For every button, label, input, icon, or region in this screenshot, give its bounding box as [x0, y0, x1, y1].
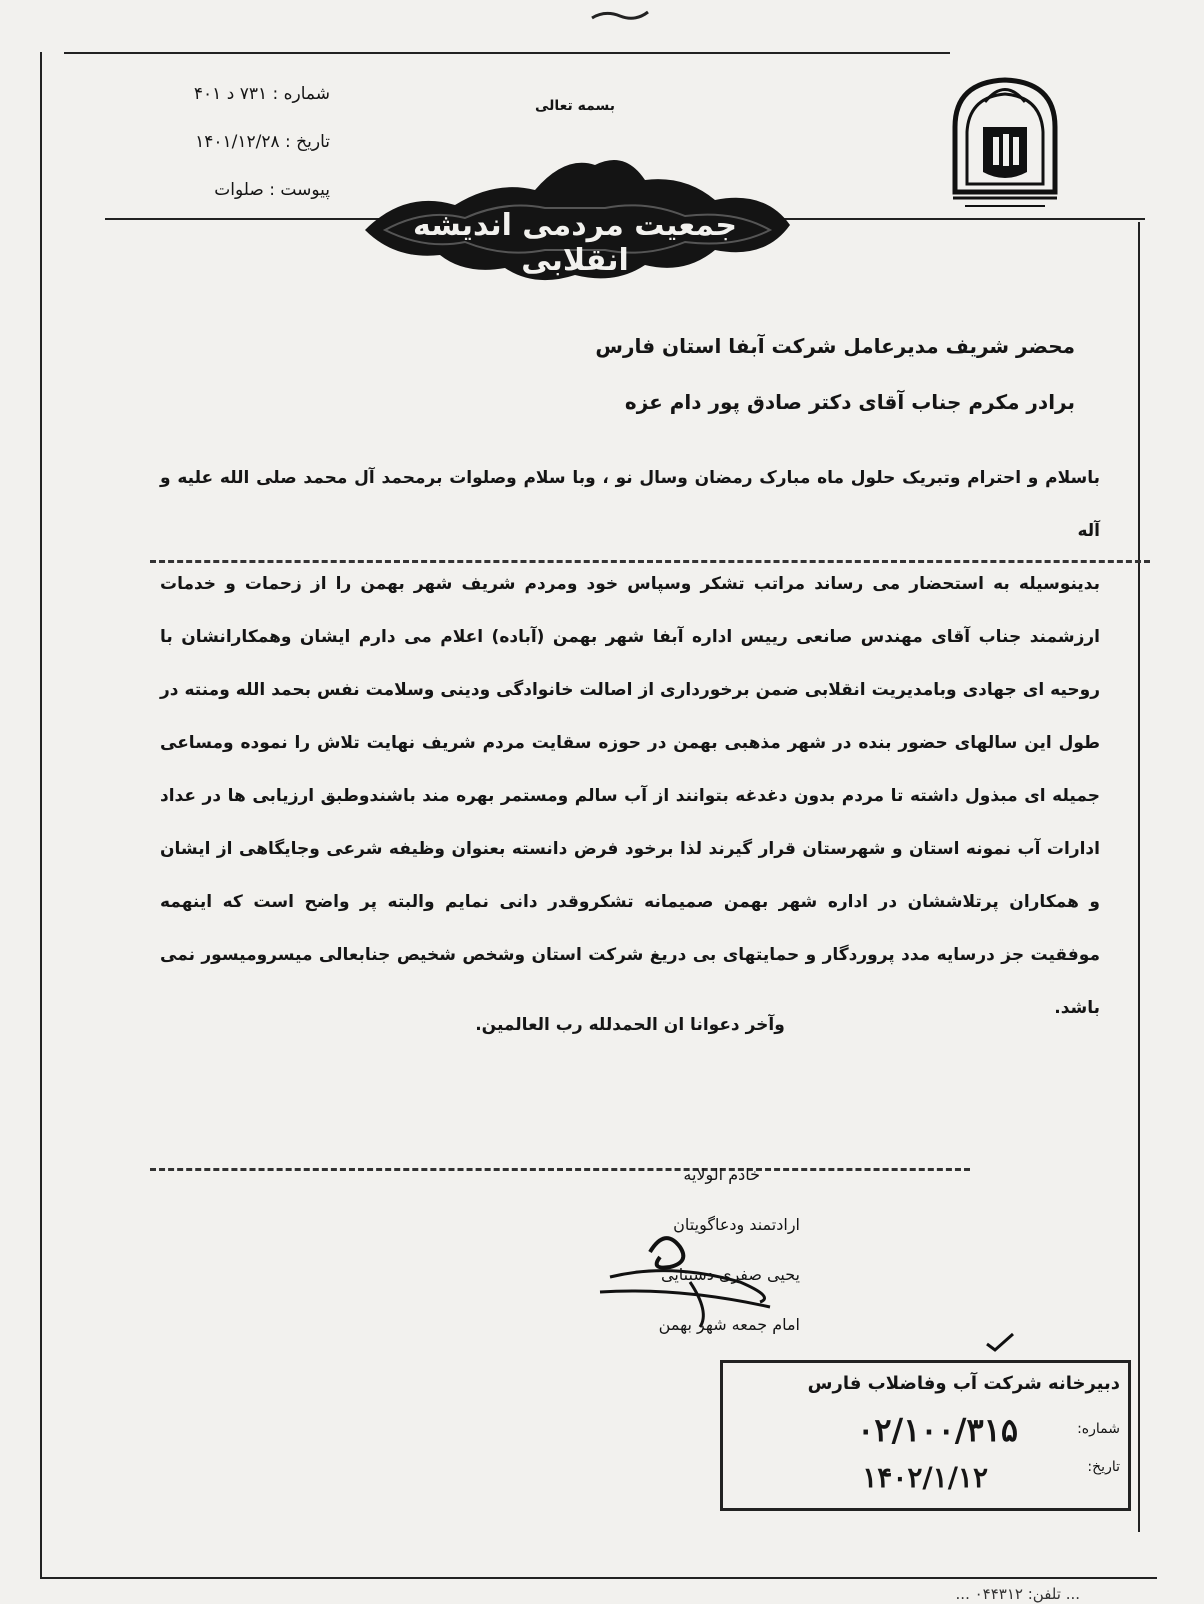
letter-number: شماره : ۷۳۱ د ۴۰۱ [193, 84, 330, 104]
main-paragraph: بدینوسیله به استحضار می رساند مراتب تشکر وسپاس خود ومردم شریف شهر بهمن را از زحمات و خدمات ارزشمند جناب آقای مهندس صانعی رییس اداره آبفا شهر بهمن (آباده) اعلام می دارم ایشان وهمکارانشان با روحیه ای جهادی وبامدیریت انقلابی ضمن برخورداری از اصالت خانوادگی ودینی وسلامت نفس بحمد الله ومنته در طول این سالهای حضور بنده در شهر مذهبی بهمن در حوزه سقایت مردم شریف نهایت تلاش را نموده ومساعی جمیله ای مبذول داشته تا مردم بدون دغدغه بتوانند از آب سالم ومستمر بهره مند باشندوطبق ارزیابی ها در عداد ادارات آب نمونه استان و شهرستان قرار گیرند لذا برخود فرض دانسته بعنوان وظیفه شرعی وجایگاهی از ایشان و همکاران پرتلاششان در اداره شهر بهمن صمیمانه تشکروقدر دانی نمایم والبته پر واضح است که اینهمه موفقیت جز درسایه مدد پروردگار و حمایتهای بی دریغ شرکت استان وشخص شخیص جنابعالی میسرومیسور نمی باشد. [160, 574, 1100, 1018]
check-mark-icon [985, 1330, 1015, 1354]
header-meta [150, 70, 330, 214]
handwritten-signature [590, 1222, 780, 1332]
signature-title: امام جمعه شهر بهمن [658, 1315, 800, 1334]
bismillah: بسمه تعالی [534, 98, 616, 114]
addressee-line-1: محضر شریف مدیرعامل شرکت آبفا استان فارس [595, 334, 1075, 358]
signature-regards: ارادتمند ودعاگویتان [673, 1215, 800, 1234]
stamp-date-value: ۱۴۰۲/۱/۱۲ [862, 1461, 988, 1494]
top-scrawl [590, 8, 650, 22]
footer-contact: ... تلفن: ۰۴۴۳۱۲ ... [955, 1585, 1080, 1603]
scan-dash-line-1 [150, 560, 1150, 563]
closing-line: وآخر دعوانا ان الحمدلله رب العالمین. [475, 1015, 785, 1035]
letter-attachment: پیوست : صلوات [214, 180, 330, 200]
signature-role: خادم الولایه [683, 1165, 760, 1184]
right-border [1138, 222, 1140, 1532]
addressee-line-2: برادر مکرم جناب آقای دکتر صادق پور دام عزه [624, 390, 1075, 414]
emblem-logo [945, 72, 1065, 212]
signature-name: یحیی صفری دستنایی [661, 1265, 800, 1284]
secretariat-stamp [720, 1360, 1131, 1511]
letter-body [160, 452, 1100, 1035]
letter-date: تاریخ : ۱۴۰۱/۱۲/۲۸ [195, 132, 330, 152]
greeting-paragraph: باسلام و احترام وتبریک حلول ماه مبارک رمضان وسال نو ، وبا سلام وصلوات برمحمد آل محمد صلی الله علیه و آله [160, 468, 1100, 541]
stamp-title: دبیرخانه شرکت آب وفاضلاب فارس [807, 1373, 1120, 1394]
banner-text: جمعیت مردمی اندیشه انقلابی [413, 208, 737, 278]
stamp-number-label: شماره: [1077, 1421, 1120, 1437]
top-rule [64, 52, 950, 54]
salutation [300, 318, 1075, 430]
stamp-number-value: ۰۲/۱۰۰/۳۱۵ [857, 1411, 1018, 1449]
stamp-date-label: تاریخ: [1087, 1459, 1120, 1475]
